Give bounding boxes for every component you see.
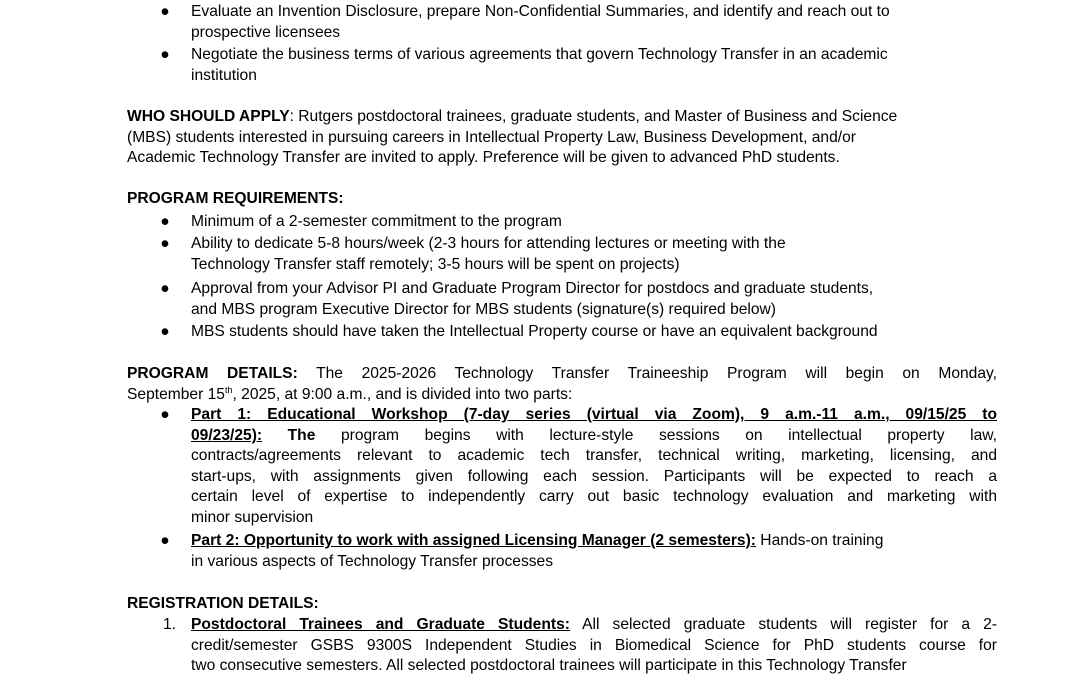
paragraph-text: credit/semester GSBS 9300S Independent Studies in Biomedical Science for PhD students course for [191,636,997,654]
list-item [127,2,997,43]
list-item [127,615,997,677]
section-heading: PROGRAM REQUIREMENTS: [127,190,344,207]
paragraph-text: : Rutgers postdoctoral trainees, graduate students, and Master of Business and Science [289,108,898,125]
paragraph-text: minor supervision [191,508,314,526]
paragraph-text: contracts/agreements relevant to academic tech transfer, technical writing, marketing, licensing, and [191,447,997,465]
paragraph-text: start-ups, with assignments given following each session. Participants will be expected to reach a [191,467,997,485]
bullet-text: Ability to dedicate 5-8 hours/week (2-3 hours for attending lectures or meeting with the [191,235,786,252]
bullet-text: Approval from your Advisor PI and Graduate Program Director for postdocs and graduate students, [191,280,874,297]
registration-item-title: Postdoctoral Trainees and Graduate Students: [191,616,570,633]
bullet-text: Minimum of a 2-semester commitment to the program [191,213,562,230]
list-item [127,405,997,529]
paragraph-text: certain level of expertise to independently carry out basic technology evaluation and marketing with [191,488,997,506]
section-heading: REGISTRATION DETAILS: [127,595,319,612]
bullet-icon: ● [160,213,170,230]
bullet-icon: ● [160,46,170,63]
bullet-icon: ● [160,3,170,20]
paragraph-text: September 15 [127,385,225,403]
list-item [127,279,997,320]
paragraph-text: program begins with lecture-style sessions on intellectual property law, [315,426,998,444]
bullet-text: prospective licensees [191,23,341,41]
part1-title: Part 1: Educational Workshop (7-day series (virtual via Zoom), 9 a.m.-11 a.m., 09/15/25 to [191,406,997,423]
bullet-text: and MBS program Executive Director for MBS students (signature(s) required below) [191,300,777,318]
section-heading: PROGRAM DETAILS: [127,365,298,382]
bullet-text: Negotiate the business terms of various agreements that govern Technology Transfer in an academic [191,46,888,63]
bullet-text: institution [191,66,257,84]
bullet-icon: ● [160,280,170,297]
bullet-text: Technology Transfer staff remotely; 3-5 hours will be spent on projects) [191,255,680,273]
paragraph-text: All selected graduate students will register for a 2- [569,616,997,633]
list-number: 1. [163,616,177,633]
paragraph-text: Academic Technology Transfer are invited to apply. Preference will be given to advanced PhD students. [127,149,840,167]
list-item [127,212,997,233]
bullet-icon: ● [160,406,170,423]
bullet-icon: ● [160,235,170,252]
part2-title: Part 2: Opportunity to work with assigned Licensing Manager (2 semesters): [191,532,756,549]
list-item [127,45,997,86]
paragraph-text: in various aspects of Technology Transfer processes [191,552,554,570]
bullet-icon: ● [160,323,170,340]
list-item [127,234,997,275]
paragraph-text: (MBS) students interested in pursuing careers in Intellectual Property Law, Business Development, and/or [127,128,856,146]
section-heading: WHO SHOULD APPLY [127,108,290,125]
bullet-text: Evaluate an Invention Disclosure, prepare Non-Confidential Summaries, and identify and reach out to [191,3,890,20]
bullet-text: MBS students should have taken the Intellectual Property course or have an equivalent background [191,323,878,340]
program-details-section [127,364,997,405]
paragraph-text: two consecutive semesters. All selected postdoctoral trainees will participate in this Technology Transfer [191,657,907,675]
paragraph-text: , 2025, at 9:00 a.m., and is divided into two parts: [232,385,573,403]
part1-the: The [262,426,316,444]
part1-title: 09/23/25): [191,426,263,444]
superscript-text: th [224,384,233,395]
who-should-apply-section [127,107,997,169]
bullet-icon: ● [160,532,170,549]
list-item [127,531,997,572]
paragraph-text: The 2025-2026 Technology Transfer Traineeship Program will begin on Monday, [297,365,997,382]
list-item [127,322,997,343]
paragraph-text: Hands-on training [755,532,884,549]
